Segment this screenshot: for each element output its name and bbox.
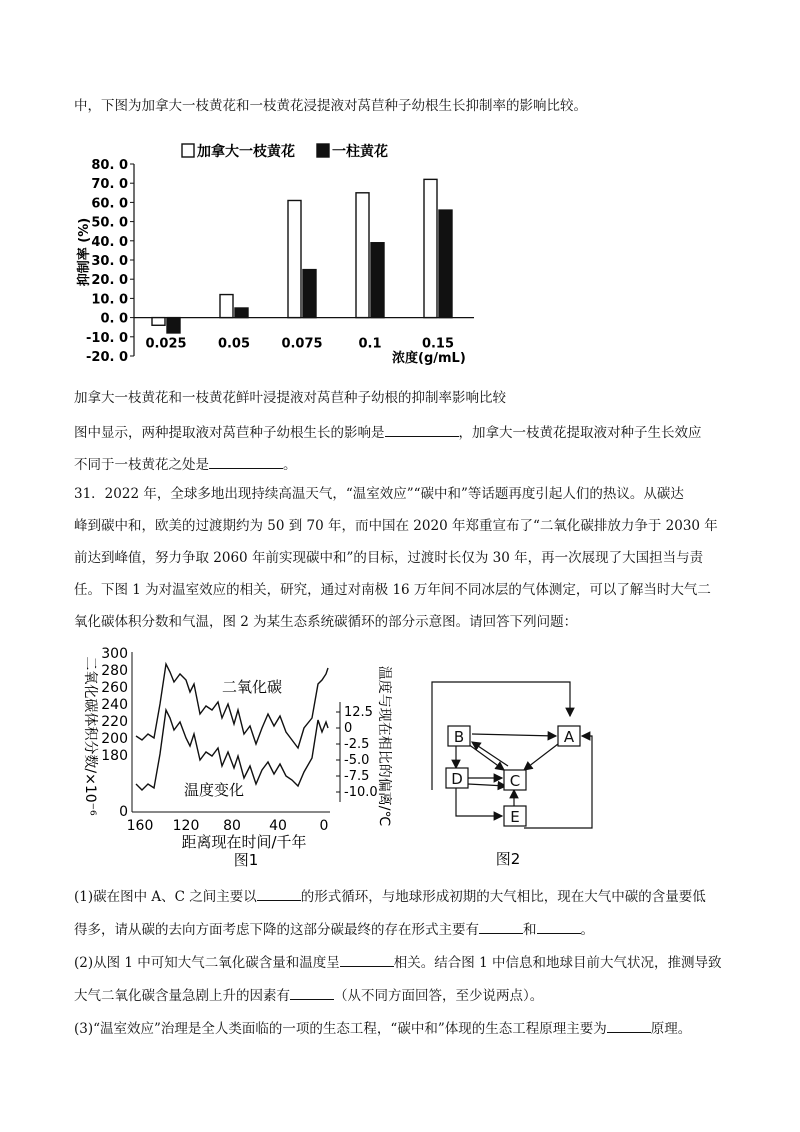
fig1-right-tick: -2.5 — [344, 737, 370, 752]
q1-text-b: 的形式循环，与地球形成初期的大气相比，现在大气中碳的含量要低 — [300, 889, 706, 905]
intro-text: 中，下图为加拿大一枝黄花和一枝黄花浸提液对莴苣种子幼根生长抑制率的影响比较。 — [74, 98, 587, 114]
chart-y-tick-label: 70. 0 — [91, 177, 128, 193]
arrow-c-to-b — [472, 742, 508, 766]
node-d: D — [451, 770, 463, 788]
fig1-left-tick: 300 — [101, 646, 128, 662]
chart-x-axis-label: 浓度(g/mL) — [392, 351, 466, 366]
question-2-line-1 — [74, 954, 721, 971]
legend-swatch-other — [317, 144, 329, 157]
bar-other-0.05 — [235, 308, 248, 318]
fig1-left-tick: 240 — [101, 697, 128, 713]
fig2-caption: 图2 — [495, 850, 521, 868]
fig1-x-tick: 120 — [172, 818, 200, 834]
answer-blank-q1-2[interactable] — [479, 921, 523, 934]
fig1-left-tick: 200 — [101, 731, 128, 747]
fig1-x-tick: 160 — [126, 818, 154, 834]
q31-line-1: 31．2022 年，全球多地出现持续高温天气，“温室效应”“碳中和”等话题再度引起人们的热议。从碳达 — [74, 486, 684, 502]
fig1-right-tick: -5.0 — [344, 753, 370, 768]
fig1-right-tick: 0 — [344, 721, 353, 736]
arrow-d-to-c-2 — [468, 784, 506, 786]
legend-label-other: 一柱黄花 — [332, 144, 388, 160]
answer-blank-2[interactable] — [209, 456, 283, 469]
bar-canada-0.025 — [152, 318, 165, 326]
q30-line1-text-b: ，加拿大一枝黄花提取液对种子生长效应 — [458, 425, 702, 441]
chart-y-tick-label: 40. 0 — [91, 234, 128, 250]
q31-line-4: 任。下图 1 为对温室效应的相关，研究，通过对南极 16 万年间不同冰层的气体测定，可以了解当时大气二 — [74, 582, 711, 598]
answer-blank-1[interactable] — [385, 424, 459, 437]
fig1-co2-label: 二氧化碳 — [222, 678, 283, 696]
bar-canada-0.15 — [424, 179, 437, 317]
fig1-x-tick: 80 — [223, 818, 241, 834]
q2-text-a: (2)从图 1 中可知大气二氧化碳含量和温度呈 — [74, 955, 340, 971]
inhibition-bar-chart — [74, 134, 494, 374]
q2-text-d: （从不同方面回答，至少说两点）。 — [334, 988, 544, 1004]
chart-y-tick-label: 60. 0 — [91, 196, 128, 212]
fig1-left-axis-label: 二氧化碳体积分数/×10⁻⁶ — [82, 656, 98, 816]
fig1-left-tick: 0 — [119, 804, 128, 820]
bar-other-0.15 — [439, 210, 452, 318]
fig1-left-tick: 220 — [101, 714, 128, 730]
fig1-right-tick: -7.5 — [344, 769, 370, 784]
answer-blank-q1-3[interactable] — [537, 921, 581, 934]
chart-y-axis-label: 抑制率 (%) — [77, 217, 92, 287]
fig1-x-tick: 0 — [319, 818, 329, 834]
fig1-right-tick: -10.0 — [344, 785, 378, 800]
question-2-line-2 — [74, 987, 543, 1004]
node-a: A — [563, 728, 575, 746]
fig1-co2-curve — [136, 664, 328, 748]
q30-line2 — [74, 456, 297, 473]
q30-line2-text-b: 。 — [283, 457, 297, 473]
bar-other-0.075 — [303, 270, 316, 318]
question-1-line-1 — [74, 888, 706, 905]
chart-y-tick-label: 30. 0 — [91, 254, 128, 269]
legend-label-canada: 加拿大一枝黄花 — [197, 144, 295, 160]
figure-1-co2-temperature — [72, 644, 392, 869]
q1-text-c: 得多，请从碳的去向方面考虑下降的这部分碳最终的存在形式主要有 — [74, 922, 479, 938]
q30-line2-text-a: 不同于一枝黄花之处是 — [74, 457, 209, 473]
fig1-x-tick: 40 — [269, 818, 287, 834]
q2-text-b: 相关。结合图 1 中信息和地球目前大气状况，推测导致 — [393, 955, 722, 971]
arrow-d-to-e — [456, 788, 502, 816]
answer-blank-q1-1[interactable] — [257, 888, 301, 901]
fig1-left-tick: 280 — [101, 663, 128, 679]
arrow-a-to-c — [524, 744, 558, 770]
question-3-line-1 — [74, 1020, 691, 1037]
chart-y-tick-label: 20. 0 — [91, 273, 128, 289]
chart-caption: 加拿大一枝黄花和一枝黄花鲜叶浸提液对莴苣种子幼根的抑制率影响比较 — [74, 390, 506, 406]
chart-y-tick-label: -10. 0 — [86, 330, 128, 346]
arrow-right-loop — [524, 736, 592, 828]
fig1-temperature-curve — [136, 710, 328, 790]
chart-x-tick-label: 0.15 — [421, 336, 455, 352]
bar-other-0.1 — [371, 243, 384, 318]
answer-blank-q3-1[interactable] — [607, 1020, 651, 1033]
chart-y-tick-label: 0. 0 — [100, 311, 128, 327]
q3-text-a: (3)“温室效应”治理是全人类面临的一项的生态工程，“碳中和”体现的生态工程原理主要为 — [74, 1021, 607, 1037]
fig1-x-axis-label: 距离现在时间/千年 — [181, 833, 307, 851]
fig1-caption: 图1 — [233, 851, 259, 869]
q30-line1-text-a: 图中显示，两种提取液对莴苣种子幼根生长的影响是 — [74, 425, 385, 441]
q1-text-a: (1)碳在图中 A、C 之间主要以 — [74, 889, 257, 905]
node-b: B — [453, 728, 465, 746]
figure-2-carbon-cycle — [424, 660, 604, 870]
fig1-right-tick: 12.5 — [344, 705, 373, 720]
chart-x-tick-label: 0.1 — [358, 336, 382, 352]
chart-y-tick-label: 80. 0 — [91, 158, 128, 173]
arrow-b-to-c — [468, 744, 504, 770]
chart-y-tick-label: -20. 0 — [86, 350, 128, 365]
answer-blank-q2-1[interactable] — [340, 954, 394, 967]
chart-y-tick-label: 50. 0 — [91, 215, 128, 231]
chart-y-tick-label: 10. 0 — [91, 292, 128, 308]
bar-canada-0.05 — [220, 295, 233, 318]
fig1-temp-label: 温度变化 — [184, 781, 245, 799]
node-e: E — [510, 808, 520, 826]
chart-x-tick-label: 0.075 — [281, 336, 323, 352]
chart-x-tick-label: 0.025 — [145, 336, 187, 352]
chart-x-tick-label: 0.05 — [217, 336, 251, 352]
legend-swatch-canada — [182, 144, 194, 157]
bar-other-0.025 — [167, 318, 180, 333]
q31-line-2: 峰到碳中和，欧美的过渡期约为 50 到 70 年，而中国在 2020 年郑重宣布了“二氧化碳排放力争于 2030 年 — [74, 518, 718, 534]
q1-text-d: 和 — [523, 922, 537, 938]
fig1-right-axis-label: 温度与现在相比的偏离/℃ — [376, 665, 392, 827]
fig1-left-tick: 180 — [101, 748, 128, 764]
q31-line-5: 氧化碳体积分数和气温，图 2 为某生态系统碳循环的部分示意图。请回答下列问题： — [74, 614, 578, 630]
q1-text-e: 。 — [580, 922, 594, 938]
node-c: C — [509, 772, 521, 790]
bar-canada-0.075 — [288, 200, 301, 317]
q30-line1 — [74, 424, 702, 441]
q31-line-3: 前达到峰值，努力争取 2060 年前实现碳中和”的目标，过渡时长仅为 30 年，再一次展现了大国担当与责 — [74, 550, 704, 566]
arrow-b-to-a — [472, 734, 556, 736]
q2-text-c: 大气二氧化碳含量急剧上升的因素有 — [74, 988, 290, 1004]
answer-blank-q2-2[interactable] — [290, 987, 334, 1000]
question-1-line-2 — [74, 921, 594, 938]
bar-canada-0.1 — [356, 193, 369, 318]
q3-text-b: 原理。 — [650, 1021, 692, 1037]
fig1-left-tick: 260 — [101, 680, 128, 696]
